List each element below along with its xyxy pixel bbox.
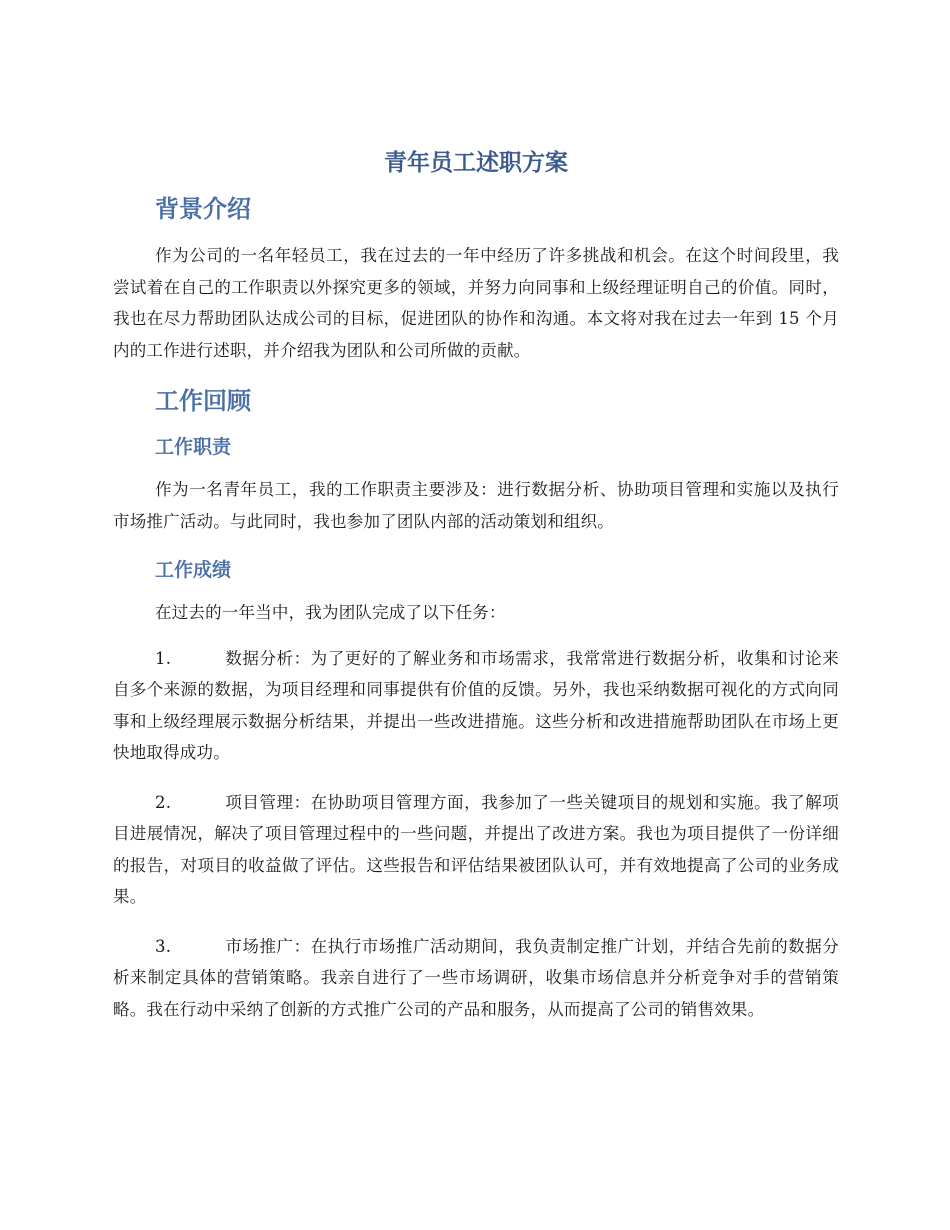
heading-work-duties: 工作职责 [155, 436, 232, 458]
list-item-number: 1. [155, 648, 172, 668]
list-item [113, 643, 839, 769]
list-item [113, 931, 839, 1026]
list-item-number: 2. [155, 792, 172, 812]
list-item-text: 市场推广：在执行市场推广活动期间，我负责制定推广计划，并结合先前的数据分析来制定具体的营销策略。我亲自进行了一些市场调研，收集市场信息并分析竞争对手的营销策略。我在行动中采纳了创新的方式推广公司的产品和服务，从而提高了公司的销售效果。 [113, 936, 839, 1019]
heading-work-review: 工作回顾 [155, 387, 251, 415]
list-item [113, 787, 839, 913]
list-item-number: 3. [155, 936, 172, 956]
list-item-text: 项目管理：在协助项目管理方面，我参加了一些关键项目的规划和实施。我了解项目进展情况，解决了项目管理过程中的一些问题，并提出了改进方案。我也为项目提供了一份详细的报告，对项目的收益做了评估。这些报告和评估结果被团队认可，并有效地提高了公司的业务成果。 [113, 792, 839, 906]
paragraph-achievements-intro: 在过去的一年当中，我为团队完成了以下任务： [155, 603, 506, 622]
list-item-text: 数据分析：为了更好的了解业务和市场需求，我常常进行数据分析，收集和讨论来自多个来源的数据，为项目经理和同事提供有价值的反馈。另外，我也采纳数据可视化的方式向同事和上级经理展示数据分析结果，并提出一些改进措施。这些分析和改进措施帮助团队在市场上更快地取得成功。 [113, 648, 839, 762]
paragraph-work-duties: 作为一名青年员工，我的工作职责主要涉及：进行数据分析、协助项目管理和实施以及执行市场推广活动。与此同时，我也参加了团队内部的活动策划和组织。 [113, 480, 839, 531]
document-body [113, 146, 839, 1043]
paragraph-background: 作为公司的一名年轻员工，我在过去的一年中经历了许多挑战和机会。在这个时间段里，我尝试着在自己的工作职责以外探究更多的领域，并努力向同事和上级经理证明自己的价值。同时，我也在尽力帮助团队达成公司的目标，促进团队的协作和沟通。本文将对我在过去一年到 15 个月内的工作进行述职，并介绍我为团队和公司所做的贡献。 [113, 246, 839, 360]
heading-work-achievements: 工作成绩 [155, 559, 232, 581]
heading-background: 背景介绍 [155, 195, 251, 223]
document-title: 青年员工述职方案 [384, 150, 568, 176]
